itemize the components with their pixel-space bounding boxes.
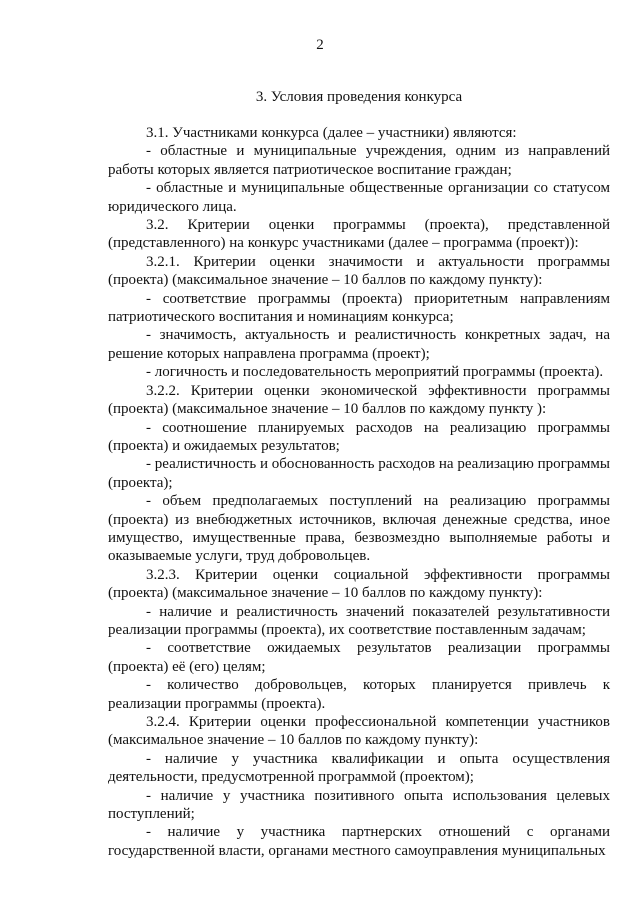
paragraph: 3.1. Участниками конкурса (далее – участники) являются: xyxy=(146,125,517,141)
paragraph: 3.2.2. Критерии оценки экономической эффективности программы (проекта) (максимальное значение – 10 баллов по каждому пункту ): xyxy=(108,382,610,418)
page-number: 2 xyxy=(316,37,324,53)
paragraph: - соотношение планируемых расходов на реализацию программы (проекта) и ожидаемых результатов; xyxy=(108,419,610,454)
paragraph: - наличие у участника квалификации и опыта осуществления деятельности, предусмотренной программой (проектом); xyxy=(108,750,610,786)
paragraph: - объем предполагаемых поступлений на реализацию программы (проекта) из внебюджетных источников, включая денежные средства, иное имущество, имущественные права, безвозмездно выполняемые работы и оказываемые услуги, труд добровольцев. xyxy=(108,493,610,565)
paragraph: - количество добровольцев, которых планируется привлечь к реализации программы (проекта). xyxy=(108,677,610,712)
paragraph: 3.2. Критерии оценки программы (проекта), представленной (представленного) на конкурс участниками (далее – программа (проект)): xyxy=(108,217,610,252)
section-title: 3. Условия проведения конкурса xyxy=(255,89,463,105)
paragraph: 3.2.4. Критерии оценки профессиональной компетенции участников (максимальное значение – 10 баллов по каждому пункту): xyxy=(108,714,610,749)
paragraph: - соответствие программы (проекта) приоритетным направлениям патриотического воспитания и номинациям конкурса; xyxy=(108,290,610,326)
body-text xyxy=(108,124,610,860)
paragraph: - логичность и последовательность мероприятий программы (проекта). xyxy=(146,364,604,381)
paragraph: 3.2.3. Критерии оценки социальной эффективности программы (проекта) (максимальное значение – 10 баллов по каждому пункту): xyxy=(108,566,610,602)
paragraph: - значимость, актуальность и реалистичность конкретных задач, на решение которых направлена программа (проект); xyxy=(108,327,610,362)
paragraph: 3.2.1. Критерии оценки значимости и актуальности программы (проекта) (максимальное значение – 10 баллов по каждому пункту): xyxy=(108,253,610,289)
paragraph: - наличие у участника позитивного опыта использования целевых поступлений; xyxy=(108,787,610,823)
paragraph: - наличие и реалистичность значений показателей результативности реализации программы (проекта), их соответствие поставленным задачам; xyxy=(108,603,610,638)
paragraph: - реалистичность и обоснованность расходов на реализацию программы (проекта); xyxy=(108,456,610,491)
paragraph: - соответствие ожидаемых результатов реализации программы (проекта) её (его) целям; xyxy=(108,640,610,675)
paragraph: - наличие у участника партнерских отношений с органами государственной власти, органами местного самоуправления муниципальных xyxy=(108,824,610,859)
paragraph: - областные и муниципальные учреждения, одним из направлений работы которых является патриотическое воспитание граждан; xyxy=(108,143,610,178)
paragraph: - областные и муниципальные общественные организации со статусом юридического лица. xyxy=(108,180,610,215)
